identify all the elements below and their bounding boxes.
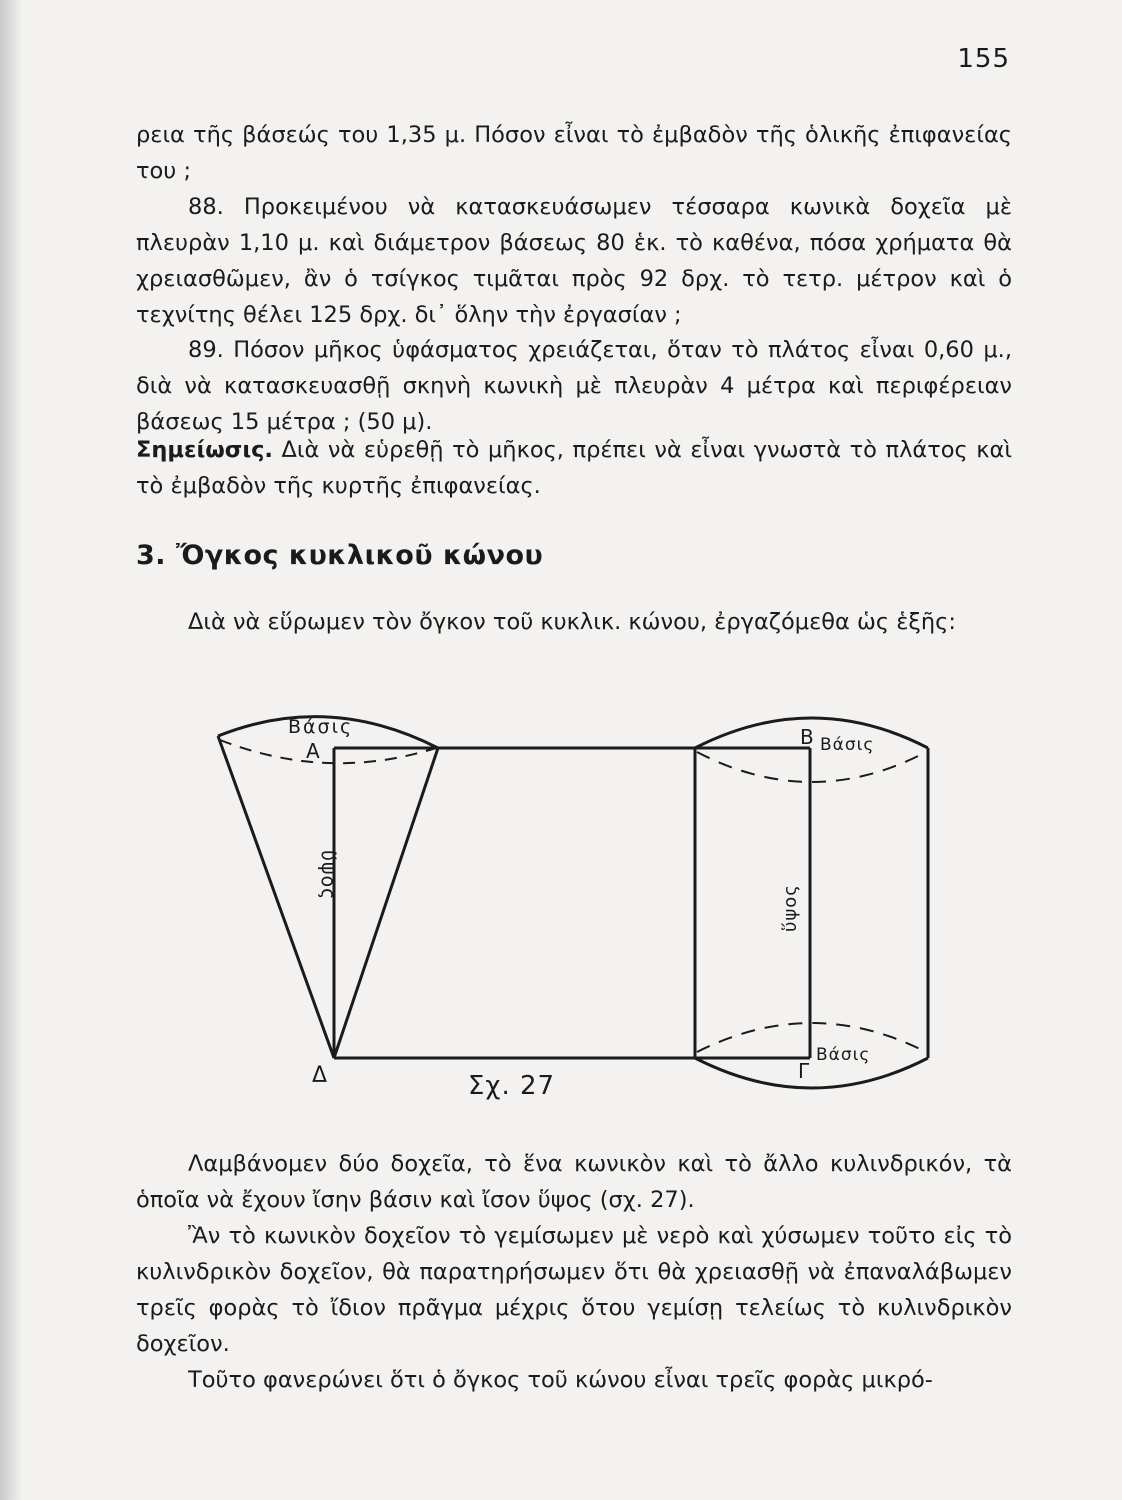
cone-base-hidden-arc	[220, 740, 436, 763]
exercise-88-text: 88. Προκειμένου νὰ κατασκευάσωμεν τέσσαρα κωνικὰ δοχεῖα μὲ πλευρὰν 1,10 μ. καὶ διάμετρον βάσεως 80 ἑκ. τὸ καθένα, πόσα χρήματα θὰ χρειασθῶμεν, ἂν ὁ τσίγκος τιμᾶται πρὸς 92 δρχ. τὸ τετρ. μέτρον καὶ ὁ τεχνίτης θέλει 125 δρχ. δι᾽ ὅλην τὴν ἐργασίαν ;	[136, 194, 1012, 328]
cylinder-top-base-label: Βάσις	[820, 735, 875, 755]
cylinder-bottom-base-label: Βάσις	[816, 1045, 871, 1065]
paragraph-conclusion	[136, 1362, 1012, 1398]
cone-right-edge	[334, 748, 438, 1058]
point-A-label: Α	[306, 739, 320, 763]
point-Gamma-label: Γ	[798, 1059, 810, 1083]
cylinder-height-label: ὕψος	[780, 884, 801, 932]
note-label: Σημείωσις.	[136, 437, 273, 463]
intro-text: Διὰ νὰ εὕρωμεν τὸν ὄγκον τοῦ κυκλικ. κώνου, ἐργαζόμεθα ὡς ἑξῆς:	[188, 609, 956, 635]
cone-base-label: Βάσις	[288, 716, 354, 738]
paragraph-fill-vessel	[136, 1218, 1012, 1362]
cone-height-label: ὕψος	[317, 850, 339, 901]
conclusion-text: Τοῦτο φανερώνει ὅτι ὁ ὄγκος τοῦ κώνου εἶναι τρεῖς φορὰς μικρό-	[188, 1367, 933, 1393]
take-vessels-text: Λαμβάνομεν δύο δοχεῖα, τὸ ἕνα κωνικὸν καὶ τὸ ἄλλο κυλινδρικόν, τὰ ὁποῖα νὰ ἔχουν ἴσην βάσιν καὶ ἴσον ὕψος (σχ. 27).	[136, 1151, 1012, 1213]
point-B-label: Β	[800, 725, 814, 749]
paragraph-take-vessels	[136, 1146, 1012, 1218]
fill-vessel-text: Ἂν τὸ κωνικὸν δοχεῖον τὸ γεμίσωμεν μὲ νερὸ καὶ χύσωμεν τοῦτο εἰς τὸ κυλινδρικὸν δοχεῖον, θὰ παρατηρήσωμεν ὅτι θὰ χρειασθῇ νὰ ἐπαναλάβωμεν τρεῖς φορὰς τὸ ἴδιον πρᾶγμα μέχρις ὅτου γεμίσῃ τελείως τὸ κυλινδρικὸν δοχεῖον.	[136, 1223, 1012, 1357]
intro-paragraph	[136, 604, 1012, 640]
exercise-89-text: 89. Πόσον μῆκος ὑφάσματος χρειάζεται, ὅταν τὸ πλάτος εἶναι 0,60 μ., διὰ νὰ κατασκευασθῇ σκηνὴ κωνικὴ μὲ πλευρὰν 4 μέτρα καὶ περιφέρειαν βάσεως 15 μέτρα ; (50 μ).	[136, 337, 1012, 435]
point-Delta-label: Δ	[312, 1063, 328, 1088]
exercise-89	[136, 332, 1012, 440]
cone-slant-line	[218, 736, 334, 1058]
page-number: 155	[957, 44, 1010, 74]
note-paragraph	[136, 432, 1012, 504]
cylinder-bottom-arc	[695, 1058, 928, 1088]
figure-caption: Σχ. 27	[468, 1071, 556, 1101]
exercise-88	[136, 189, 1012, 333]
section-heading: 3. Ὄγκος κυκλικοῦ κώνου	[136, 540, 544, 571]
figure-27	[200, 700, 960, 1140]
note-text: Διὰ νὰ εὑρεθῇ τὸ μῆκος, πρέπει νὰ εἶναι γνωστὰ τὸ πλάτος καὶ τὸ ἐμβαδὸν τῆς κυρτῆς ἐπιφανείας.	[136, 437, 1012, 499]
paragraph-continuation: ρεια τῆς βάσεώς του 1,35 μ. Πόσον εἶναι τὸ ἐμβαδὸν τῆς ὁλικῆς ἐπιφανείας του ;	[136, 122, 1012, 184]
page-edge-shadow	[0, 0, 22, 1500]
